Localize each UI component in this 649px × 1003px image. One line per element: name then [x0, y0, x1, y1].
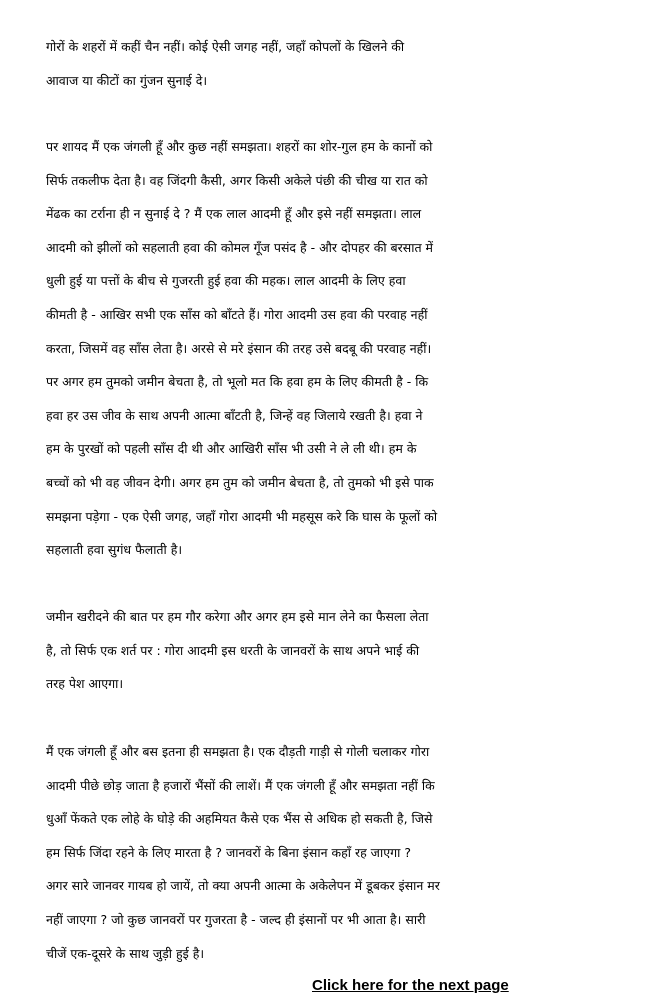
paragraph-line: नहीं जाएगा ? जो कुछ जानवरों पर गुजरता है - जल्द ही इंसानों पर भी आता है। सारी [46, 911, 426, 927]
paragraph-line: हवा हर उस जीव के साथ अपनी आत्मा बाँटती है, जिन्हें वह जिलाये रखती है। हवा ने [46, 407, 423, 423]
paragraph-line: आवाज या कीटों का गुंजन सुनाई दे। [46, 72, 208, 88]
paragraph-line: धुआँ फेंकते एक लोहे के घोड़े की अहमियत कैसे एक भैंस से अधिक हो सकती है, जिसे [46, 811, 433, 827]
paragraph-line: हम सिर्फ जिंदा रहने के लिए मारता है ? जानवरों के बिना इंसान कहाँ रह जाएगा ? [46, 844, 411, 860]
paragraph-line: आदमी पीछे छोड़ जाता है हजारों भैंसों की लाशें। मैं एक जंगली हूँ और समझता नहीं कि [46, 777, 435, 793]
paragraph-4 [46, 735, 606, 970]
paragraph-line: सहलाती हवा सुगंध फैलाती है। [46, 542, 183, 558]
paragraph-line: जमीन खरीदने की बात पर हम गौर करेगा और अगर हम इसे मान लेने का फैसला लेता [46, 609, 429, 624]
paragraph-line: गोरों के शहरों में कहीं चैन नहीं। कोई ऐसी जगह नहीं, जहाँ कोपलों के खिलने की [46, 39, 405, 54]
paragraph-line: हम के पुरखों को पहली साँस दी थी और आखिरी साँस भी उसी ने ले ली थी। हम के [46, 441, 417, 457]
paragraph-line: आदमी को झीलों को सहलाती हवा की कोमल गूँज पसंद है - और दोपहर की बरसात में [46, 239, 434, 255]
paragraph-3 [46, 600, 606, 701]
paragraph-line: पर अगर हम तुमको जमीन बेचता है, तो भूलो मत कि हवा हम के लिए कीमती है - कि [46, 374, 429, 390]
paragraph-line: बच्चों को भी वह जीवन देगी। अगर हम तुम को जमीन बेचता है, तो तुमको भी इसे पाक [46, 474, 434, 490]
paragraph-line: है, तो सिर्फ एक शर्त पर : गोरा आदमी इस धरती के जानवरों के साथ अपने भाई की [46, 642, 420, 658]
paragraph-line: तरह पेश आएगा। [46, 676, 124, 692]
paragraph-line: चीजें एक-दूसरे के साथ जुड़ी हुई है। [46, 945, 205, 961]
next-page-link[interactable]: Click here for the next page [312, 977, 509, 994]
paragraph-2 [46, 130, 606, 567]
paragraph-line: पर शायद मैं एक जंगली हूँ और कुछ नहीं समझता। शहरों का शोर-गुल हम के कानों को [46, 139, 433, 154]
paragraph-line: मैं एक जंगली हूँ और बस इतना ही समझता है। एक दौड़ती गाड़ी से गोली चलाकर गोरा [46, 744, 430, 759]
paragraph-1 [46, 30, 606, 97]
paragraph-line: करता, जिसमें वह साँस लेता है। अरसे से मरे इंसान की तरह उसे बदबू की परवाह नहीं। [46, 340, 432, 356]
paragraph-line: मेंढक का टर्राना ही न सुनाई दे ? मैं एक लाल आदमी हूँ और इसे नहीं समझता। लाल [46, 206, 422, 222]
paragraph-line: समझना पड़ेगा - एक ऐसी जगह, जहाँ गोरा आदमी भी महसूस करे कि घास के फूलों को [46, 508, 438, 524]
paragraph-line: धुली हुई या पत्तों के बीच से गुजरती हुई हवा की महक। लाल आदमी के लिए हवा [46, 273, 406, 289]
paragraph-line: कीमती है - आखिर सभी एक साँस को बाँटते हैं। गोरा आदमी उस हवा की परवाह नहीं [46, 306, 428, 322]
paragraph-line: सिर्फ तकलीफ देता है। वह जिंदगी कैसी, अगर किसी अकेले पंछी की चीख या रात को [46, 172, 428, 188]
paragraph-line: अगर सारे जानवर गायब हो जायें, तो क्या अपनी आत्मा के अकेलेपन में डूबकर इंसान मर [46, 878, 440, 894]
